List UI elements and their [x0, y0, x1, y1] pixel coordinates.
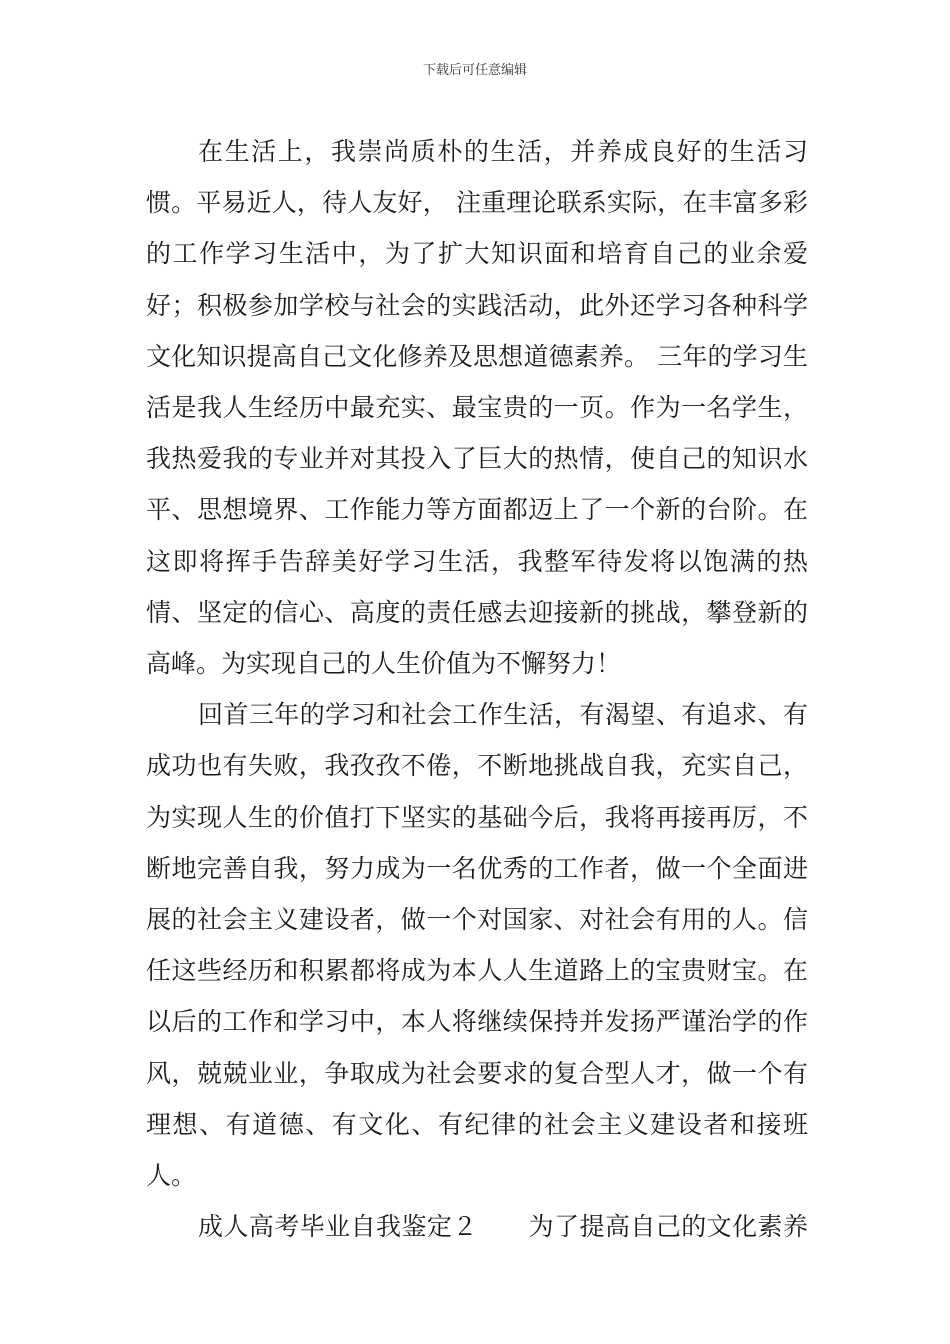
paragraph-section-heading: 成人高考毕业自我鉴定２ 为了提高自己的文化素养	[198, 1212, 808, 1242]
document-body	[146, 126, 808, 1252]
page-header-note: 下载后可任意编辑	[422, 63, 527, 78]
paragraph-review: 回首三年的学习和社会工作生活，有渴望、有追求、有成功也有失败，我孜孜不倦，不断地挑战自我，充实自己，为实现人生的价值打下坚实的基础今后，我将再接再厉，不断地完善自我，努力成为一名优秀的工作者，做一个全面进展的社会主义建设者，做一个对国家、对社会有用的人。信任这些经历和积累都将成为本人人生道路上的宝贵财宝。在以后的工作和学习中，本人将继续保持并发扬严谨治学的作风，兢兢业业，争取成为社会要求的复合型人才，做一个有理想、有道德、有文化、有纪律的社会主义建设者和接班人。	[146, 700, 808, 1191]
paragraph-life: 在生活上，我崇尚质朴的生活，并养成良好的生活习惯。平易近人，待人友好， 注重理论联系实际，在丰富多彩的工作学习生活中，为了扩大知识面和培育自己的业余爱好；积极参加学校与社会的实践活动，此外还学习各种科学文化知识提高自己文化修养及思想道德素养。 三年的学习生活是我人生经历中最充实、最宝贵的一页。作为一名学生，我热爱我的专业并对其投入了巨大的热情，使自己的知识水平、思想境界、工作能力等方面都迈上了一个新的台阶。在这即将挥手告辞美好学习生活，我整军待发将以饱满的热情、坚定的信心、高度的责任感去迎接新的挑战，攀登新的高峰。为实现自己的人生价值为不懈努力！	[146, 137, 808, 679]
